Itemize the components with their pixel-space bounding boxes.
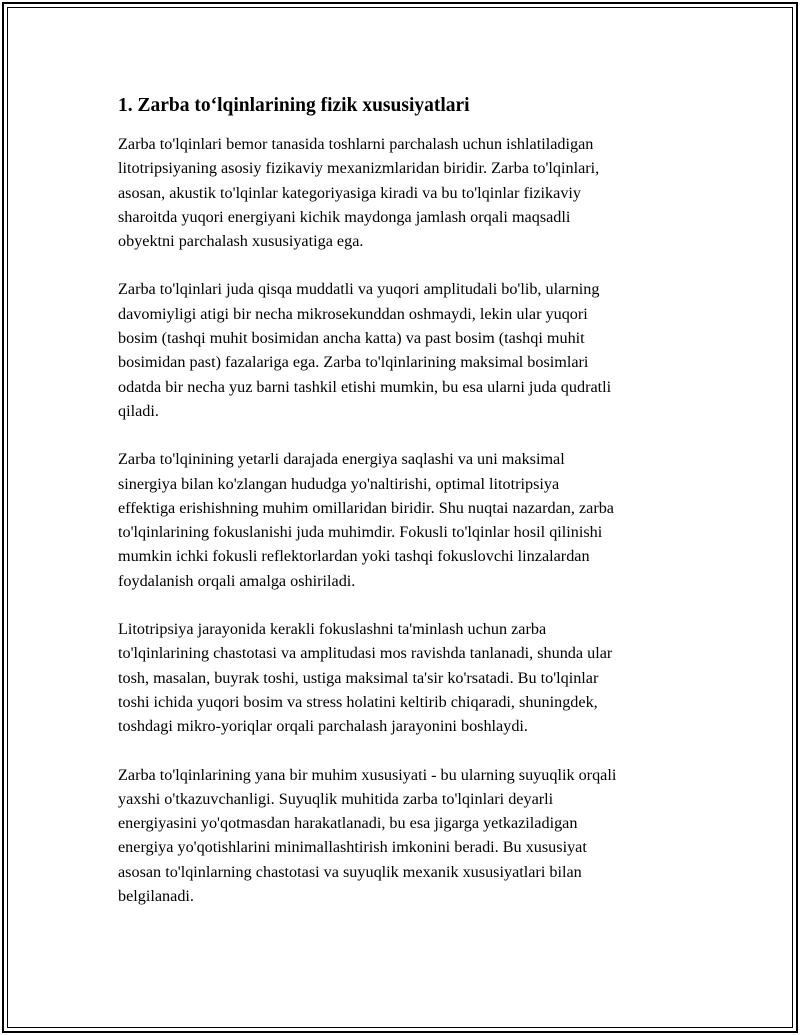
paragraph-4: Litotripsiya jarayonida kerakli fokuslashni ta'minlash uchun zarba to'lqinlarining chastotasi va amplitudasi mos ravishda tanlanadi, shunda ular tosh, masalan, buyrak toshi, ustiga maksimal ta'sir ko'rsatadi. Bu to'lqinlar toshi ichida yuqori bosim va stress holatini keltirib chiqaradi, shuningdek, toshdagi mikro-yoriqlar orqali parchalash jarayonini boshlaydi. (118, 620, 613, 736)
paragraph-2: Zarba to'lqinlari juda qisqa muddatli va yuqori amplitudali bo'lib, ularning davomiyligi atigi bir necha mikrosekunddan oshmaydi, lekin ular yuqori bosim (tashqi muhit bosimidan ancha katta) va past bosim (tashqi muhit bosimidan past) fazalariga ega. Zarba to'lqinlarining maksimal bosimlari odatda bir necha yuz barni tashkil etishi mumkin, bu esa ularni juda qudratli qiladi. (118, 280, 612, 420)
paragraph-3: Zarba to'lqinining yetarli darajada energiya saqlashi va uni maksimal sinergiya bilan ko'zlangan hududga yo'naltirishi, optimal litotripsiya effektiga erishishning muhim omillaridan biridir. Shu nuqtai nazardan, zarba to'lqinlarining fokuslanishi juda muhimdir. Fokusli to'lqinlar hosil qilinishi mumkin ichki fokusli reflektorlardan yoki tashqi fokuslovchi linzalardan foydalanish orqali amalga oshiriladi. (118, 450, 614, 590)
paragraph-1: Zarba to'lqinlari bemor tanasida toshlarni parchalash uchun ishlatiladigan litotripsiyaning asosiy fizikaviy mexanizmlaridan biridir. Zarba to'lqinlari, asosan, akustik to'lqinlar kategoriyasiga kiradi va bu to'lqinlar fizikaviy sharoitda yuqori energiyani kichik maydonga jamlash orqali maqsadli obyektni parchalash xususiyatiga ega. (118, 135, 600, 251)
paragraph-5: Zarba to'lqinlarining yana bir muhim xususiyati - bu ularning suyuqlik orqali yaxshi o'tkazuvchanligi. Suyuqlik muhitida zarba to'lqinlari deyarli energiyasini yo'qotmasdan harakatlanadi, bu esa jigarga yetkaziladigan energiya yo'qotishlarini minimallashtirish imkonini beradi. Bu xususiyat asosan to'lqinlarning chastotasi va suyuqlik mexanik xususiyatlari bilan belgilanadi. (118, 765, 617, 906)
section-heading: 1. Zarba to‘lqinlarining fizik xususiyatlari (118, 95, 470, 116)
document-body (118, 92, 688, 932)
